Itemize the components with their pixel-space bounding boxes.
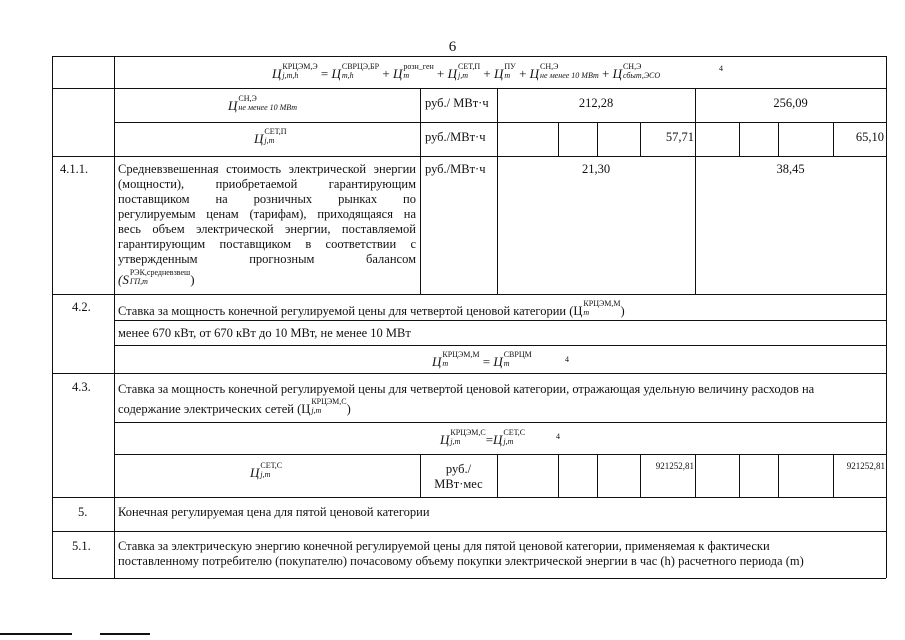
row-4-2-formula: Ц КРЦЭМ,М m = Ц СВРЦМ m <box>432 350 532 369</box>
set-c-value-2: 921252,81 <box>846 461 885 471</box>
page-number: 6 <box>448 39 457 55</box>
row-number-5: 5. <box>78 505 88 519</box>
set-c-unit: руб./ МВт·мес <box>434 462 483 491</box>
row-number-4-1-1: 4.1.1. <box>60 162 89 176</box>
row-4-3-title-line-1: Ставка за мощность конечной регулируемой цены для четвертой ценовой категории, отражающая удельную величину расходов на <box>118 382 815 396</box>
row-number-4-3: 4.3. <box>72 380 91 394</box>
footnote-mark: 4 <box>565 355 569 364</box>
row-4-3-formula: Ц КРЦЭМ,С j,m =Ц СЕТ,С j,m <box>440 428 526 447</box>
row-4-1-1-description: Средневзвешенная стоимость электрической энергии (мощности), приобретаемой гарантирующим поставщиком на розничных рынках по регулируемым ценам (тарифам), приходящаяся на весь объем электрической энергии, поставляемой гарантирующим поставщиком в соответствии с утвержденным прогнозным балансом (S РЭК,средневзвеш ГП,m ) <box>118 162 416 287</box>
scan-mark <box>0 633 72 635</box>
scan-mark <box>100 633 150 635</box>
row-number-4-2: 4.2. <box>72 300 91 314</box>
sn-value-1: 212,28 <box>578 96 614 110</box>
set-c-label: Ц СЕТ,С j,m <box>250 461 283 480</box>
row-4-1-1-value-2: 38,45 <box>776 162 805 176</box>
set-p-value-1: 57,71 <box>665 130 694 144</box>
sn-unit: руб./ МВт·ч <box>425 96 489 110</box>
footnote-mark: 4 <box>556 432 560 441</box>
sn-label: Ц СН,Э не менее 10 МВт <box>228 94 298 113</box>
footnote-mark: 4 <box>719 64 723 73</box>
set-c-value-1: 921252,81 <box>655 461 694 471</box>
row-5-1-text-line-2: поставленному потребителю (покупателю) почасовому объему покупки электрической энергии в час (h) расчетного периода (m) <box>118 554 804 568</box>
row-5-1-text-line-1: Ставка за электрическую энергию конечной регулируемой цены для пятой ценовой категории, применяемая к фактически <box>118 539 770 553</box>
set-p-value-2: 65,10 <box>855 130 884 144</box>
formula-final-price: Ц КРЦЭМ,Э j,m,h = Ц СВРЦЭ,БР m,h + Ц розн_ген m + Ц СЕТ,П j,m + Ц ПУ m + Ц СН,Э не менее 10 МВт + Ц СН,Э сбыт,ЭСО <box>272 62 661 81</box>
row-4-2-title: Ставка за мощность конечной регулируемой цены для четвертой ценовой категории (Ц КРЦЭМ,М m ) <box>118 299 625 318</box>
row-5-title: Конечная регулируемая цена для пятой ценовой категории <box>118 505 430 519</box>
row-4-2-power-ranges: менее 670 кВт, от 670 кВт до 10 МВт, не менее 10 МВт <box>118 326 411 340</box>
sn-value-2: 256,09 <box>773 96 808 110</box>
row-4-1-1-value-1: 21,30 <box>581 162 611 176</box>
row-4-3-title-line-2: содержание электрических сетей (Ц КРЦЭМ,С j,m ) <box>118 397 351 416</box>
row-number-5-1: 5.1. <box>72 539 91 553</box>
set-p-label: Ц СЕТ,П j,m <box>254 127 287 146</box>
set-p-unit: руб./МВт·ч <box>425 130 486 144</box>
row-4-1-1-unit: руб./МВт·ч <box>425 162 486 176</box>
